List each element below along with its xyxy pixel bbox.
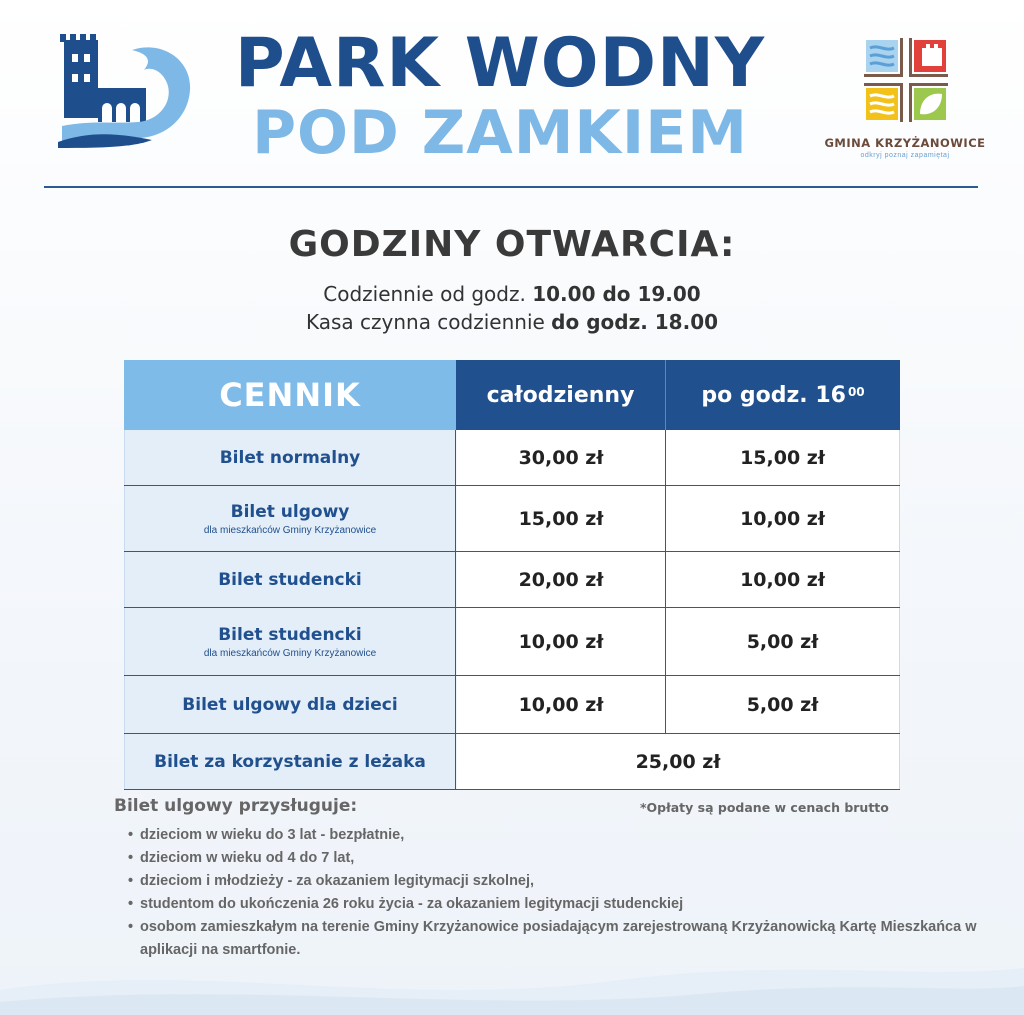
row-label-cell [124,608,456,675]
hours-cashier [0,310,1024,334]
bottom-wave-decoration [0,950,1024,1015]
table-row [124,486,900,552]
hours-daily [0,282,1024,306]
row-label-cell [124,486,456,551]
row-label: Bilet studencki [218,624,362,645]
header-divider [44,186,978,188]
list-item: • studentom do ukończenia 26 roku życia - za okazaniem legitymacji studenckiej [128,893,988,916]
price-full-day: 15,00 zł [457,486,666,551]
table-header-after-16 [666,360,900,430]
row-label: Bilet ulgowy [230,501,350,522]
table-header-cennik: CENNIK [124,360,456,430]
table-header-full-day: całodzienny [456,360,666,430]
list-item: • dzieciom i młodzieży - za okazaniem legitymacji szkolnej, [128,870,988,893]
row-label: Bilet studencki [218,569,362,590]
gmina-logo [820,38,990,168]
hours-cashier-time: do godz. 18.00 [551,310,719,334]
hours-daily-prefix: Codziennie od godz. [323,282,533,306]
table-row [124,430,900,486]
gmina-name: GMINA KRZYŻANOWICE [824,136,986,150]
price-after-16: 5,00 zł [666,608,900,675]
row-label-cell [124,552,456,607]
row-label: Bilet normalny [219,447,361,468]
price-full-day: 20,00 zł [457,552,666,607]
row-label-cell [124,430,456,485]
row-sublabel: dla mieszkańców Gminy Krzyżanowice [203,647,377,659]
page-subtitle: POD ZAMKIEM [252,98,748,168]
after-16-label: po godz. 16 [701,382,846,408]
header [0,0,1024,190]
row-sublabel: dla mieszkańców Gminy Krzyżanowice [203,524,377,536]
list-item: • dzieciom w wieku do 3 lat - bezpłatnie, [128,824,988,847]
hours-daily-time: 10.00 do 19.00 [532,282,701,306]
price-after-16: 15,00 zł [666,430,900,485]
hours-title: GODZINY OTWARCIA: [288,224,736,265]
price-after-16: 10,00 zł [666,552,900,607]
row-label-cell [124,676,456,733]
gmina-emblem-icon [864,38,948,122]
table-row [124,734,900,790]
after-16-sup: 00 [847,385,865,399]
price-full-day: 10,00 zł [457,608,666,675]
discount-title: Bilet ulgowy przysługuje: [114,796,358,816]
price-table [124,360,900,790]
row-label: Bilet ulgowy dla dzieci [182,694,398,715]
park-logo-castle-wave-icon [52,30,202,150]
row-label-cell [124,734,456,789]
page-title: PARK WODNY [234,24,766,103]
table-row [124,608,900,676]
price-after-16: 5,00 zł [666,676,900,733]
discount-list [128,824,988,962]
hours-cashier-prefix: Kasa czynna codziennie [305,310,552,334]
price-full-day: 30,00 zł [457,430,666,485]
list-item: • dzieciom w wieku od 4 do 7 lat, [128,847,988,870]
row-label: Bilet za korzystanie z leżaka [154,751,426,772]
price-after-16: 10,00 zł [666,486,900,551]
price-full-day: 10,00 zł [457,676,666,733]
gmina-tagline: odkryj poznaj zapamiętaj [860,152,950,159]
list-item: • osobom zamieszkałym na terenie Gminy Krzyżanowice posiadającym zarejestrowaną Krzyżanowicką Kartę Mieszkańca w aplikacji na smartfonie. [128,916,988,962]
gross-price-note: *Opłaty są podane w cenach brutto [640,800,889,815]
table-row [124,676,900,734]
price-lounger: 25,00 zł [457,734,900,789]
table-row [124,552,900,608]
